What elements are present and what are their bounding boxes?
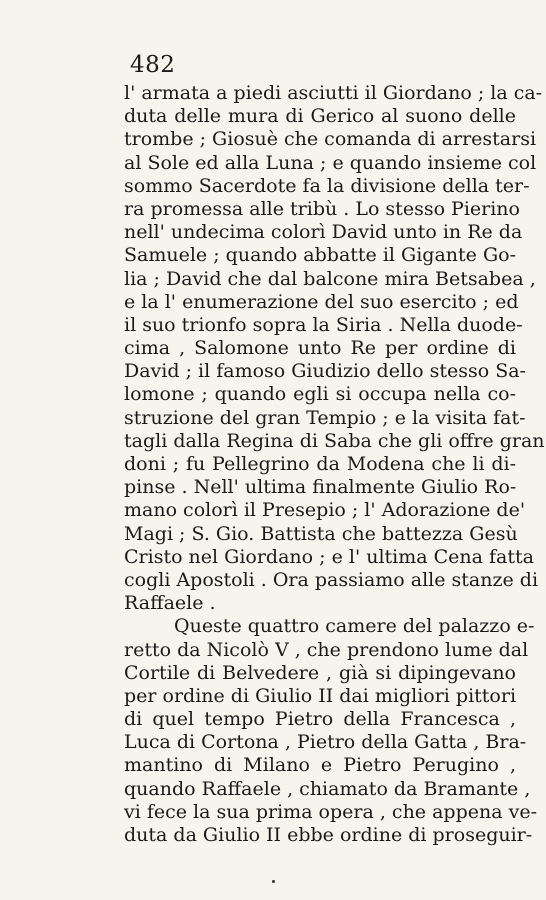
text-line: quando Raffaele , chiamato da Bramante , <box>124 777 531 800</box>
body-text <box>124 82 545 847</box>
text-line: il suo trionfo sopra la Siria . Nella duode- <box>124 313 523 336</box>
ink-dot <box>272 880 275 883</box>
text-line: lia ; David che dal balcone mira Betsabea , <box>124 267 536 290</box>
paragraph <box>124 82 545 615</box>
text-line: cogli Apostoli . Ora passiamo alle stanze di <box>124 568 539 591</box>
paragraph <box>124 615 537 847</box>
text-line: struzione del gran Tempio ; e la visita fat- <box>124 406 526 429</box>
text-line: Raffaele . <box>124 592 216 615</box>
text-line: pinse . Nell' ultima finalmente Giulio Ro- <box>124 476 517 499</box>
text-line: duta delle mura di Gerico al suono delle <box>124 105 516 128</box>
text-line: ra promessa alle tribù . Lo stesso Pierino <box>124 197 520 220</box>
text-line: nell' undecima colorì David unto in Re da <box>124 221 523 244</box>
text-line: tagli dalla Regina di Saba che gli offre gran <box>124 429 545 452</box>
text-line: doni ; fu Pellegrino da Modena che li di- <box>124 453 516 475</box>
text-line: Queste quattro camere del palazzo e- <box>174 615 535 638</box>
text-line: al Sole ed alla Luna ; e quando insieme col <box>124 151 537 174</box>
text-line: trombe ; Giosuè che comanda di arrestarsi <box>124 128 537 151</box>
text-line: retto da Nicolò V , che prendono lume dal <box>124 638 529 661</box>
text-line: mano colorì il Presepio ; l' Adorazione de' <box>124 499 526 522</box>
text-line: Cristo nel Giordano ; e l' ultima Cena fatta <box>124 545 534 568</box>
page-number: 482 <box>130 52 176 78</box>
text-line: l' armata a piedi asciutti il Giordano ; la ca- <box>124 82 543 104</box>
text-line: mantino di Milano e Pietro Perugino , <box>124 754 516 777</box>
text-line: e la l' enumerazione del suo esercito ; ed <box>124 290 519 313</box>
text-line: di quel tempo Pietro della Francesca , <box>124 708 516 731</box>
text-line: vi fece la sua prima opera , che appena ve- <box>124 800 537 823</box>
text-line: sommo Sacerdote fa la divisione della ter- <box>124 174 530 197</box>
text-line: Cortile di Belvedere , già si dipingevano <box>124 661 516 684</box>
text-line: per ordine di Giulio II dai migliori pittori <box>124 684 517 707</box>
text-line: lomone ; quando egli si occupa nella co- <box>124 383 516 406</box>
text-line: Samuele ; quando abbatte il Gigante Go- <box>124 244 516 267</box>
text-line: Luca di Cortona , Pietro della Gatta , Bra- <box>124 731 527 754</box>
text-line: Magi ; S. Gio. Battista che battezza Gesù <box>124 522 518 545</box>
text-line: David ; il famoso Giudizio dello stesso Sa- <box>124 360 526 383</box>
text-line: duta da Giulio II ebbe ordine di proseguir- <box>124 824 533 846</box>
text-line: cima , Salomone unto Re per ordine di <box>124 337 516 360</box>
